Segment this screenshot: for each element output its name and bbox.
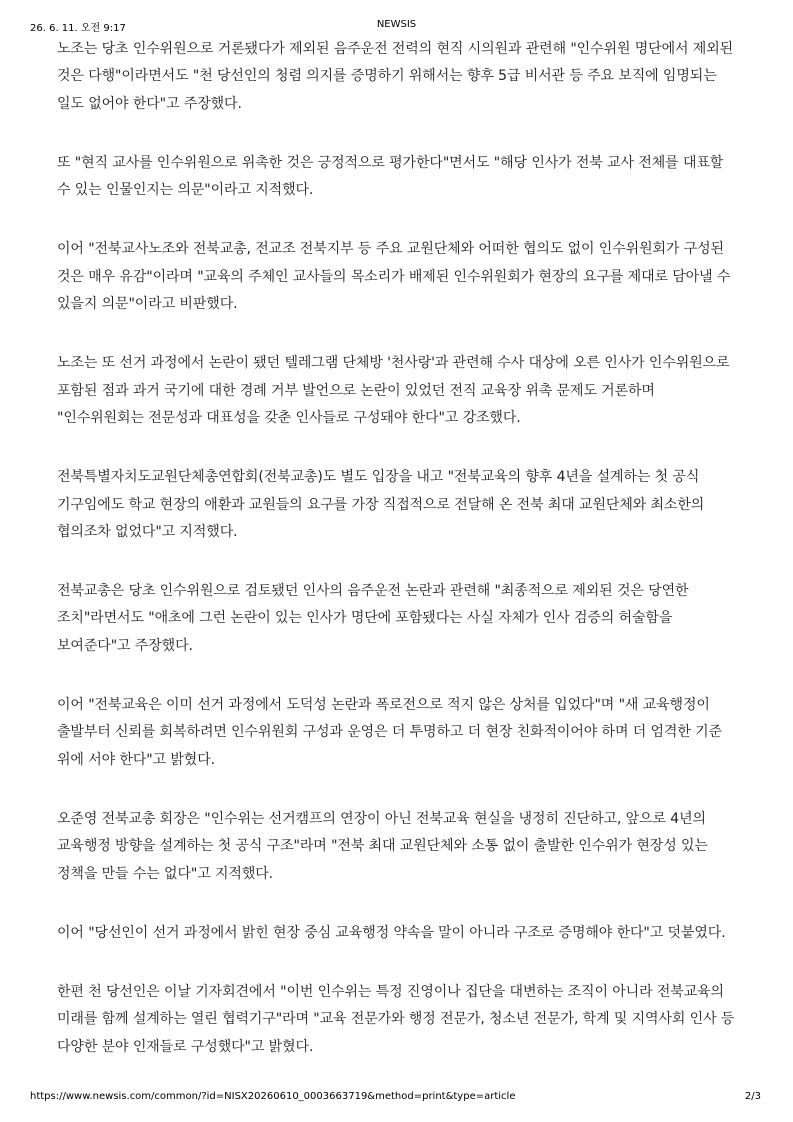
article-paragraph: 이어 "당선인이 선거 과정에서 밝힌 현장 중심 교육행정 약속을 말이 아니라 구조로 증명해야 한다"고 덧붙였다.	[57, 924, 726, 941]
article-paragraph: 또 "현직 교사를 인수위원으로 위촉한 것은 긍정적으로 평가한다"면서도 "해당 인사가 전북 교사 전체를 대표할 수 있는 인물인지는 의문"이라고 지적했다.	[57, 154, 724, 199]
print-header	[0, 19, 793, 33]
article-body	[57, 36, 737, 1093]
article-paragraph: 한편 천 당선인은 이날 기자회견에서 "이번 인수위는 특정 진영이나 집단을 대변하는 조직이 아니라 전북교육의 미래를 함께 설계하는 열린 협력기구"라며 "교육 전문가와 행정 전문가, 청소년 전문가, 학계 및 지역사회 인사 등 다양한 분야 인재들로 구성했다"고 밝혔다.	[57, 984, 735, 1055]
article-paragraph: 오준영 전북교총 회장은 "인수위는 선거캠프의 연장이 아닌 전북교육 현실을 냉정히 진단하고, 앞으로 4년의 교육행정 방향을 설계하는 첫 공식 구조"라며 "전북 최대 교원단체와 소통 없이 출발한 인수위가 현장성 있는 정책을 만들 수는 없다"고 지적했다.	[57, 810, 708, 882]
article-paragraph: 이어 "전북교육은 이미 선거 과정에서 도덕성 논란과 폭로전으로 적지 않은 상처를 입었다"며 "새 교육행정이 출발부터 신뢰를 회복하려면 인수위원회 구성과 운영은 더 투명하고 더 현장 친화적이어야 하며 더 엄격한 기준 위에 서야 한다"고 밝혔다.	[57, 697, 722, 768]
article-paragraph: 노조는 또 선거 과정에서 논란이 됐던 텔레그램 단체방 '천사랑'과 관련해 수사 대상에 오른 인사가 인수위원으로 포함된 점과 과거 국기에 대한 경례 거부 발언으로 논란이 있었던 전직 교육장 위촉 문제도 거론하며 "인수위원회는 전문성과 대표성을 갖춘 인사들로 구성돼야 한다"고 강조했다.	[57, 355, 730, 426]
article-paragraph: 이어 "전북교사노조와 전북교총, 전교조 전북지부 등 주요 교원단체와 어떠한 협의도 없이 인수위원회가 구성된 것은 매우 유감"이라며 "교육의 주체인 교사들의 목소리가 배제된 인수위원회가 현장의 요구를 제대로 담아낼 수 있을지 의문"이라고 비판했다.	[57, 241, 731, 313]
article-paragraph: 전북교총은 당초 인수위원으로 검토됐던 인사의 음주운전 논란과 관련해 "최종적으로 제외된 것은 당연한 조치"라면서도 "애초에 그런 논란이 있는 인사가 명단에 포함됐다는 사실 자체가 인사 검증의 허술함을 보여준다"고 주장했다.	[57, 583, 689, 654]
site-name: NEWSIS	[376, 19, 417, 30]
page-number: 2/3	[744, 1091, 761, 1102]
article-paragraph: 노조는 당초 인수위원으로 거론됐다가 제외된 음주운전 전력의 현직 시의원과 관련해 "인수위원 명단에서 제외된 것은 다행"이라면서도 "천 당선인의 청렴 의지를 증명하기 위해서는 향후 5급 비서관 등 주요 보직에 임명되는 일도 없어야 한다"고 주장했다.	[57, 41, 734, 112]
page-url[interactable]: https://www.newsis.com/common/?id=NISX20260610_0003663719&method=print&type=article	[30, 1091, 516, 1102]
print-date: 26. 6. 11. 오전 9:17	[30, 23, 126, 34]
print-footer	[0, 1091, 793, 1105]
article-paragraph: 전북특별자치도교원단체총연합회(전북교총)도 별도 입장을 내고 "전북교육의 향후 4년을 설계하는 첫 공식 기구임에도 학교 현장의 애환과 교원들의 요구를 가장 직접적으로 전달해 온 전북 최대 교원단체와 최소한의 협의조차 없었다"고 지적했다.	[57, 469, 705, 540]
